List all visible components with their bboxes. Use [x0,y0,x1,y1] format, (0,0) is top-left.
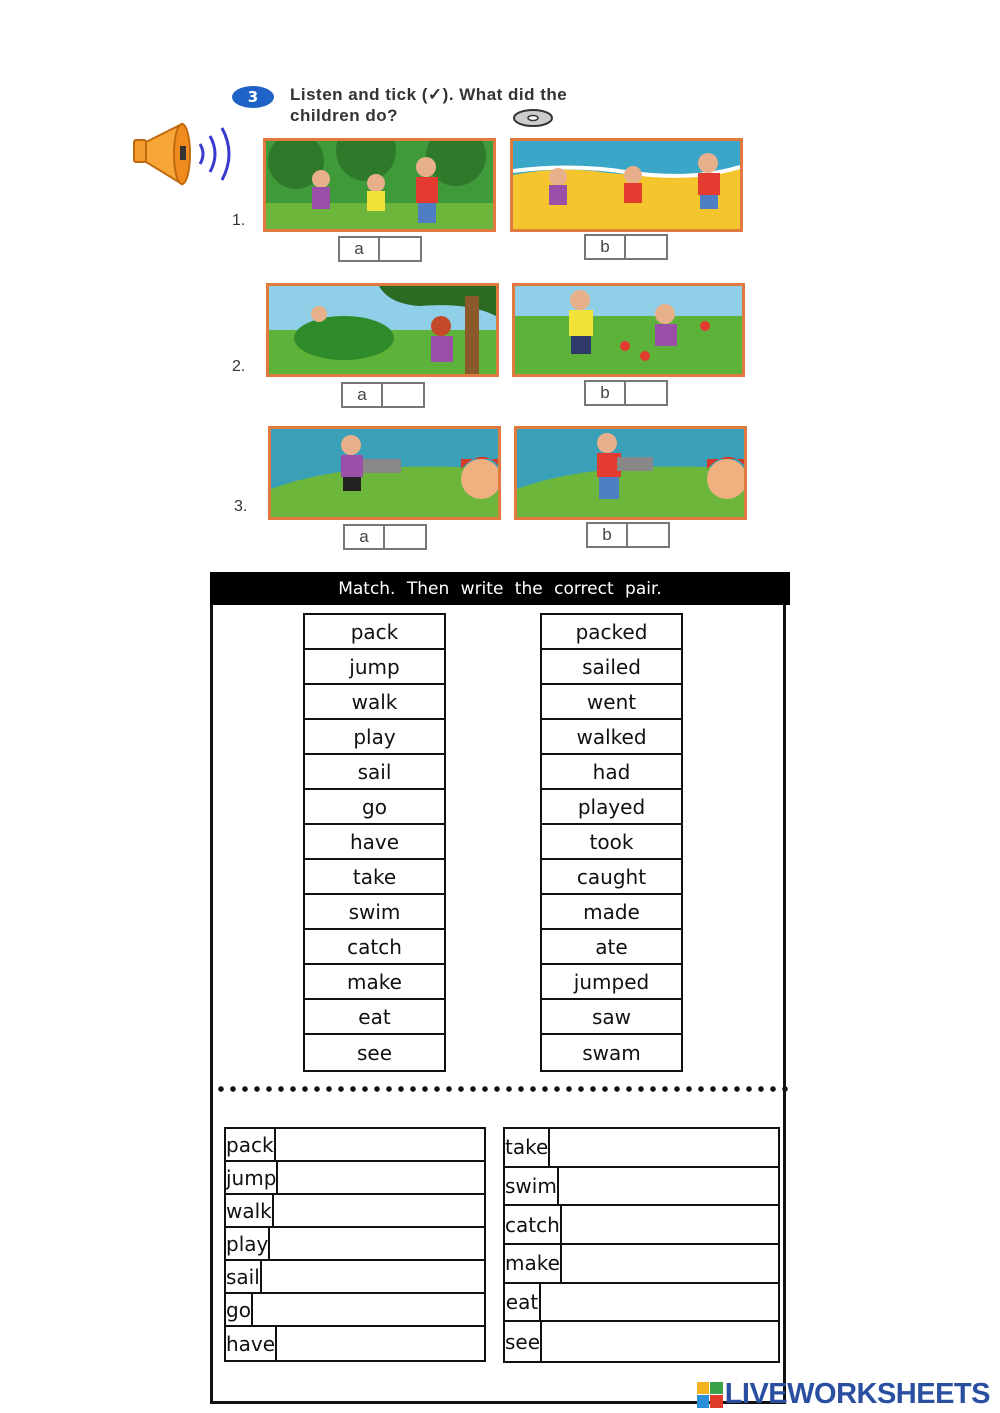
tick-checkbox-3a[interactable] [385,526,425,548]
past-verbs-column [540,613,683,1072]
dotted-divider [215,1084,788,1094]
pair-answer-input[interactable] [262,1261,499,1292]
past-verb-word[interactable]: ate [542,930,681,965]
tick-checkbox-2a[interactable] [383,384,423,406]
instruction-line-2: children do? [290,106,398,125]
pair-answer-input[interactable] [276,1129,513,1160]
past-verb-word[interactable]: saw [542,1000,681,1035]
pair-row [226,1228,484,1261]
tick-box-2b [584,380,668,406]
base-verb-word[interactable]: walk [305,685,444,720]
tick-checkbox-1b[interactable] [626,236,666,258]
brand-name: LIVEWORKSHEETS [724,1378,990,1410]
option-label: b [588,524,628,546]
past-verb-word[interactable]: played [542,790,681,825]
pair-answer-input[interactable] [278,1162,515,1193]
pair-row [505,1284,778,1323]
tick-box-3b [586,522,670,548]
pair-base-word: jump [226,1162,278,1193]
tick-checkbox-3b[interactable] [628,524,668,546]
option-label: a [340,238,380,260]
tick-checkbox-1a[interactable] [380,238,420,260]
pair-row [505,1206,778,1245]
past-verb-word[interactable]: took [542,825,681,860]
past-verb-word[interactable]: packed [542,615,681,650]
pair-answer-input[interactable] [562,1206,799,1243]
pair-base-word: have [226,1327,277,1360]
pair-base-word: walk [226,1195,274,1226]
pair-row [226,1294,484,1327]
exercise-number-badge: 3 [232,86,274,108]
past-verb-word[interactable]: went [542,685,681,720]
base-verbs-column [303,613,446,1072]
pair-answer-input[interactable] [274,1195,511,1226]
base-verb-word[interactable]: eat [305,1000,444,1035]
option-label: b [586,382,626,404]
row-number-1: 1. [232,212,246,229]
option-label: a [345,526,385,548]
base-verb-word[interactable]: see [356,1040,393,1065]
base-verb-word[interactable]: play [305,720,444,755]
pair-answer-input[interactable] [277,1327,514,1360]
pair-answer-input[interactable] [542,1322,779,1361]
past-verb-word[interactable]: walked [542,720,681,755]
pair-base-word: take [505,1129,550,1166]
pair-base-word: eat [505,1284,541,1321]
pair-answer-input[interactable] [562,1245,799,1282]
pair-base-word: swim [505,1168,559,1205]
base-verb-word[interactable]: make [305,965,444,1000]
tick-box-2a [341,382,425,408]
base-verb-word[interactable]: have [305,825,444,860]
pairs-table-left [224,1127,486,1362]
pair-row [226,1162,484,1195]
past-verb-word[interactable]: caught [542,860,681,895]
liveworksheets-brand [697,1378,990,1411]
past-verb-word[interactable]: swam [582,1040,641,1065]
pair-row [505,1322,778,1361]
pair-base-word: sail [226,1261,262,1292]
pair-row [226,1261,484,1294]
base-verb-word[interactable]: pack [305,615,444,650]
speaker-audio-icon[interactable] [130,118,245,192]
pair-base-word: see [505,1322,542,1361]
option-label: a [343,384,383,406]
pair-answer-input[interactable] [559,1168,796,1205]
pair-row [505,1245,778,1284]
tick-checkbox-2b[interactable] [626,382,666,404]
picture-3a-girl-with-tray [268,426,501,520]
pair-base-word: catch [505,1206,562,1243]
pair-row [226,1195,484,1228]
base-verb-word[interactable]: sail [305,755,444,790]
pair-base-word: go [226,1294,253,1325]
picture-3b-boy-with-tray [514,426,747,520]
row-number-3: 3. [234,498,248,515]
instruction-line-1: Listen and tick (✓). What did the [290,85,568,104]
pair-row [505,1168,778,1207]
option-label: b [586,236,626,258]
picture-2a-hide-and-seek [266,283,499,377]
past-verb-word[interactable]: jumped [542,965,681,1000]
tick-box-1a [338,236,422,262]
picture-1a-park-walk [263,138,496,232]
match-instruction-header: Match. Then write the correct pair. [210,572,790,605]
past-verb-word[interactable]: made [542,895,681,930]
exercise-instruction [290,84,730,126]
pair-answer-input[interactable] [550,1129,787,1166]
base-verb-word[interactable]: swim [305,895,444,930]
tick-box-1b [584,234,668,260]
tick-box-3a [343,524,427,550]
past-verb-word[interactable]: had [542,755,681,790]
pair-row [226,1129,484,1162]
liveworksheets-logo-icon [697,1382,723,1408]
base-verb-word[interactable]: jump [305,650,444,685]
picture-1b-beach-walk [510,138,743,232]
past-verb-word[interactable]: sailed [542,650,681,685]
pair-row [226,1327,484,1360]
pair-base-word: play [226,1228,270,1259]
pairs-table-right [503,1127,780,1363]
cd-icon [512,108,554,128]
base-verb-word[interactable]: go [305,790,444,825]
base-verb-word[interactable]: take [305,860,444,895]
pair-answer-input[interactable] [270,1228,507,1259]
pair-base-word: pack [226,1129,276,1160]
row-number-2: 2. [232,358,246,375]
base-verb-word[interactable]: catch [305,930,444,965]
pair-base-word: make [505,1245,562,1282]
pair-row [505,1129,778,1168]
pair-answer-input[interactable] [253,1294,490,1325]
picture-2b-picking-flowers [512,283,745,377]
pair-answer-input[interactable] [541,1284,778,1321]
